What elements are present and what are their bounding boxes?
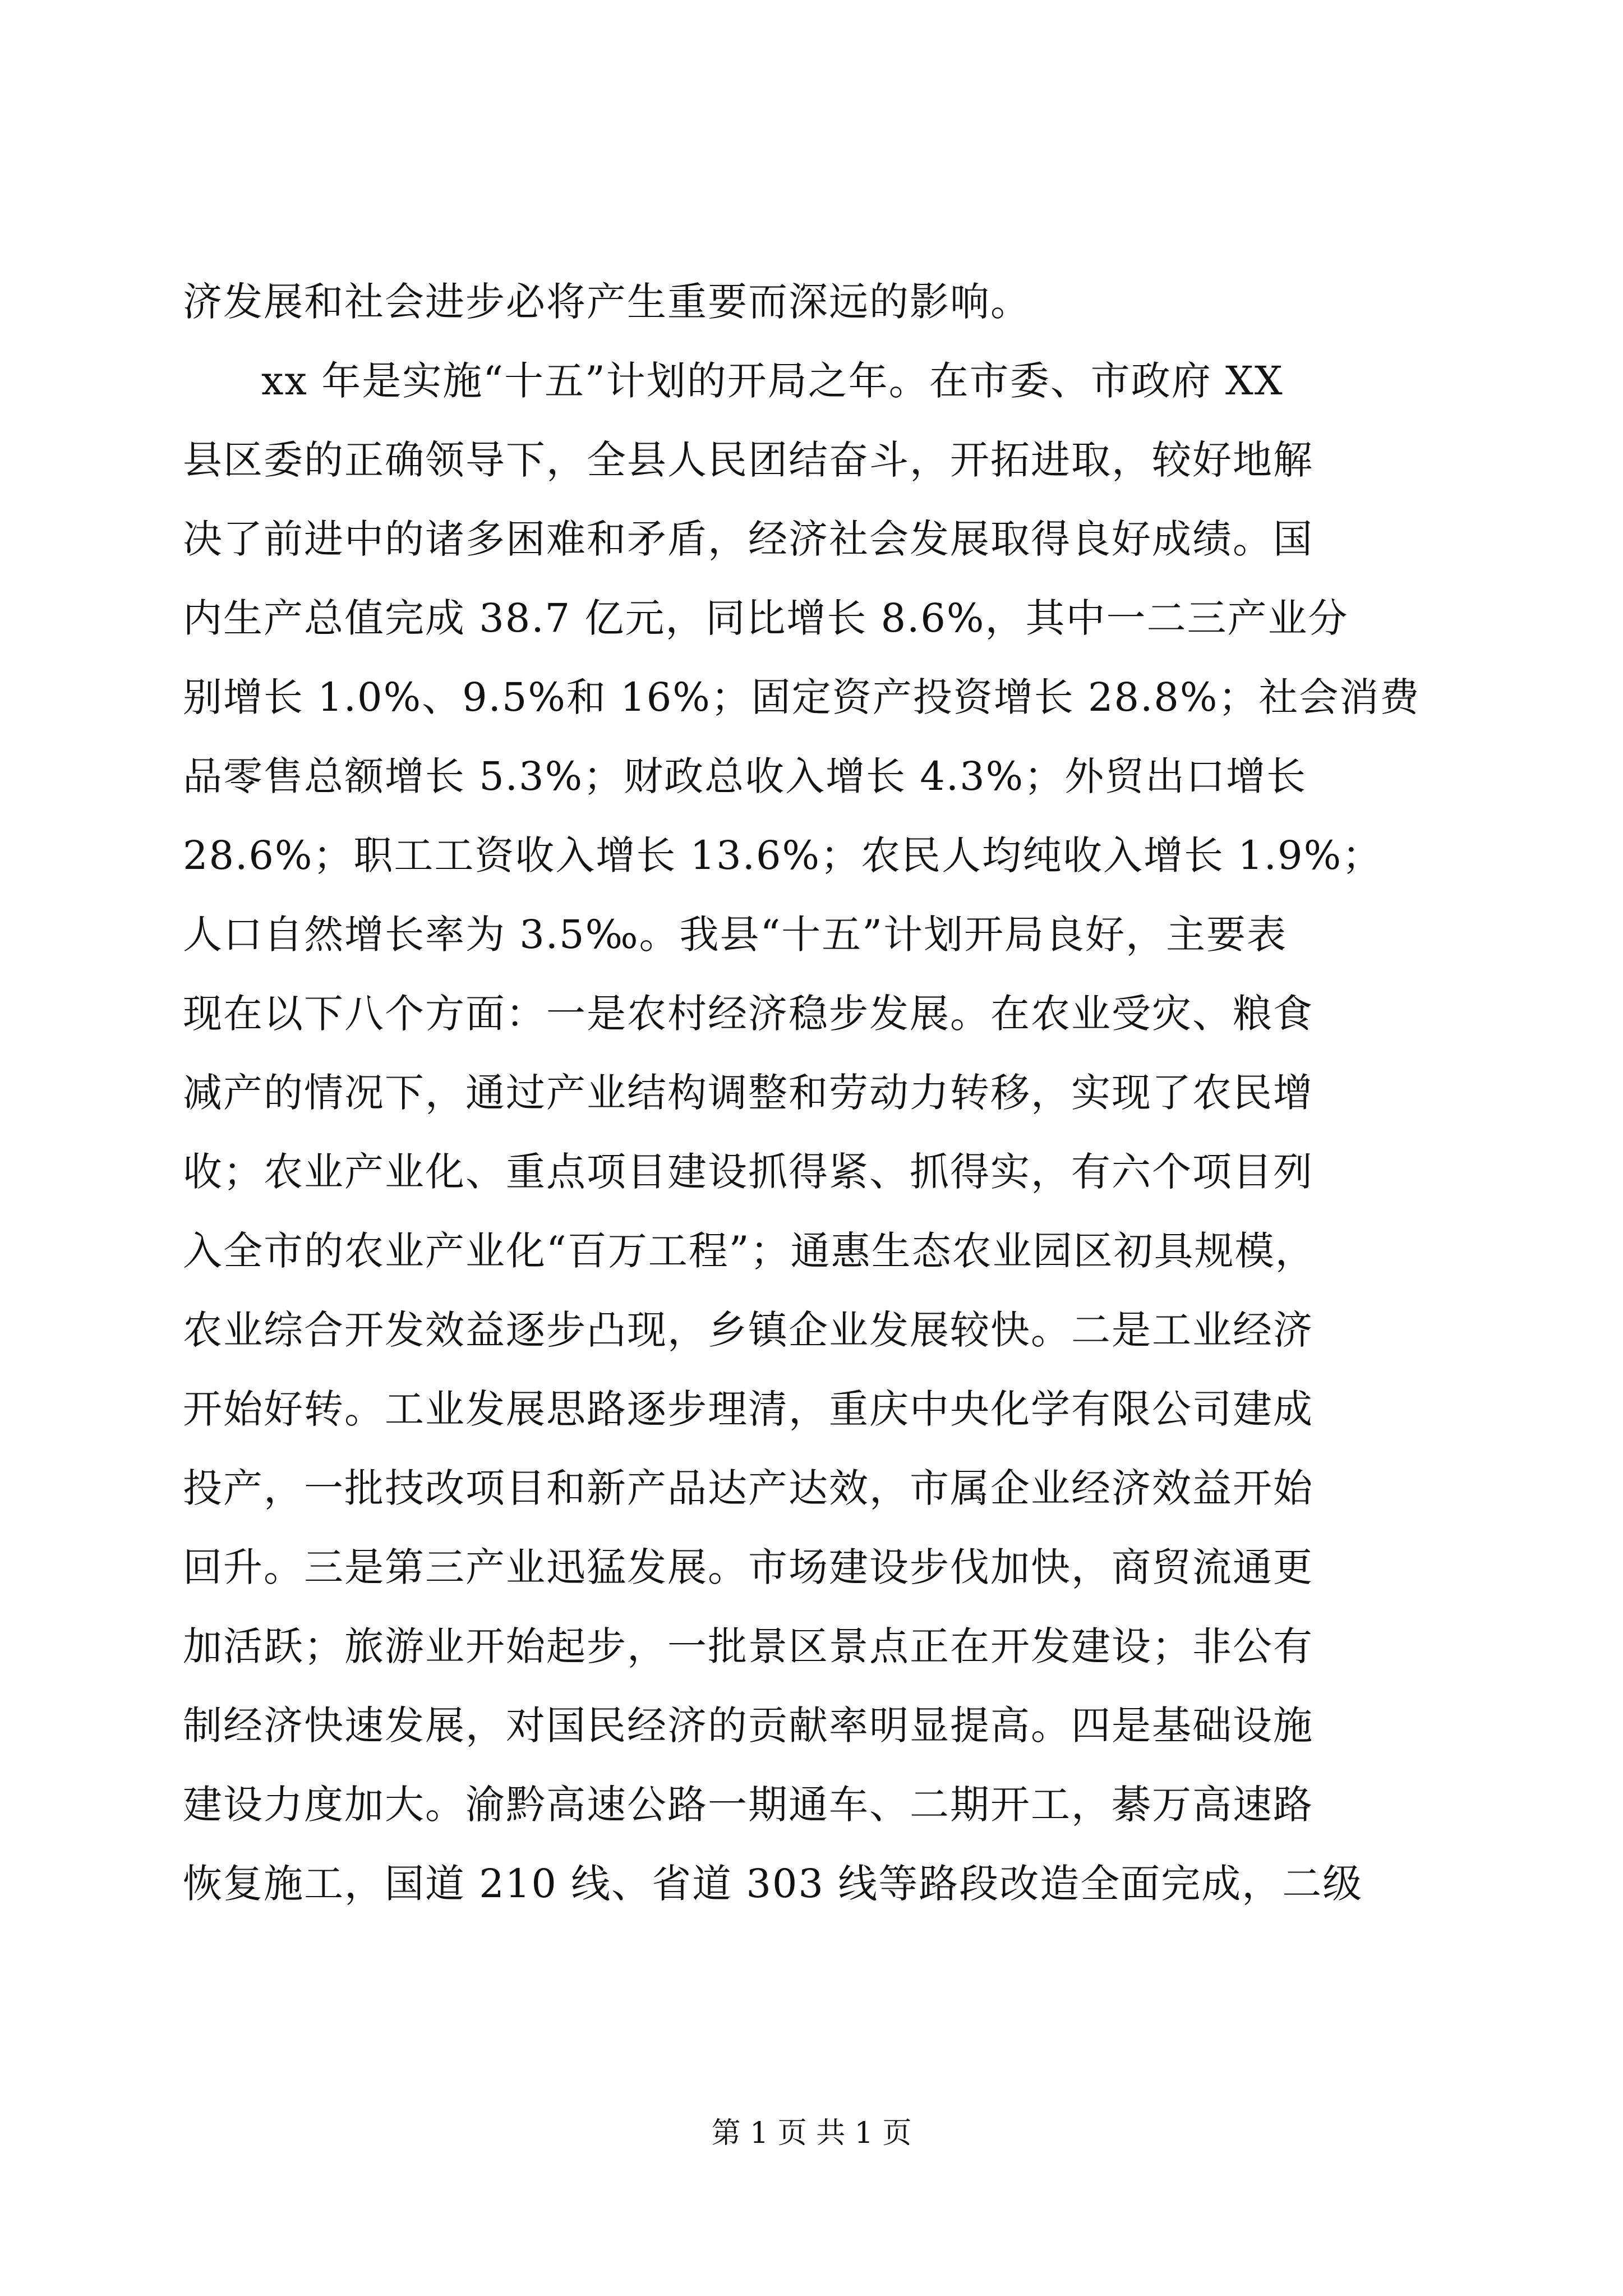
page-number: 第 1 页 共 1 页 [711,2116,912,2150]
text-line: 28.6%；职工工资收入增长 13.6%；农民人均纯收入增长 1.9%； [183,832,1383,878]
text-line: 县区委的正确领导下，全县人民团结奋斗，开拓进取，较好地解 [183,437,1313,483]
text-line: 回升。三是第三产业迅猛发展。市场建设步伐加快，商贸流通更 [183,1544,1313,1590]
text-line: 恢复施工，国道 210 线、省道 303 线等路段改造全面完成，二级 [183,1861,1363,1907]
text-line: 开始好转。工业发展思路逐步理清，重庆中央化学有限公司建成 [183,1386,1313,1432]
body-text [183,263,1439,1924]
text-line: xx 年是实施“十五”计划的开局之年。在市委、市政府 XX [261,358,1284,404]
text-line: 济发展和社会进步必将产生重要而深远的影响。 [183,279,1031,325]
text-line: 人口自然增长率为 3.5‰。我县“十五”计划开局良好，主要表 [183,912,1288,958]
text-line: 投产，一批技改项目和新产品达产达效，市属企业经济效益开始 [183,1465,1313,1511]
text-line: 加活跃；旅游业开始起步，一批景区景点正在开发建设；非公有 [183,1623,1313,1669]
text-line: 制经济快速发展，对国民经济的贡献率明显提高。四是基础设施 [183,1703,1313,1749]
text-line: 别增长 1.0%、9.5%和 16%；固定资产投资增长 28.8%；社会消费 [183,674,1421,720]
text-line: 减产的情况下，通过产业结构调整和劳动力转移，实现了农民增 [183,1070,1313,1116]
text-line: 建设力度加大。渝黔高速公路一期通车、二期开工，綦万高速路 [183,1782,1313,1828]
text-line: 内生产总值完成 38.7 亿元，同比增长 8.6%，其中一二三产业分 [183,595,1349,641]
text-line: 品零售总额增长 5.3%；财政总收入增长 4.3%；外贸出口增长 [183,753,1307,799]
text-line: 决了前进中的诸多困难和矛盾，经济社会发展取得良好成绩。国 [183,516,1313,562]
text-line: 入全市的农业产业化“百万工程”；通惠生态农业园区初具规模， [183,1228,1316,1274]
text-line: 现在以下八个方面：一是农村经济稳步发展。在农业受灾、粮食 [183,991,1313,1037]
text-line: 农业综合开发效益逐步凸现，乡镇企业发展较快。二是工业经济 [183,1307,1313,1353]
text-line: 收；农业产业化、重点项目建设抓得紧、抓得实，有六个项目列 [183,1149,1313,1195]
page-footer [0,2109,1623,2151]
